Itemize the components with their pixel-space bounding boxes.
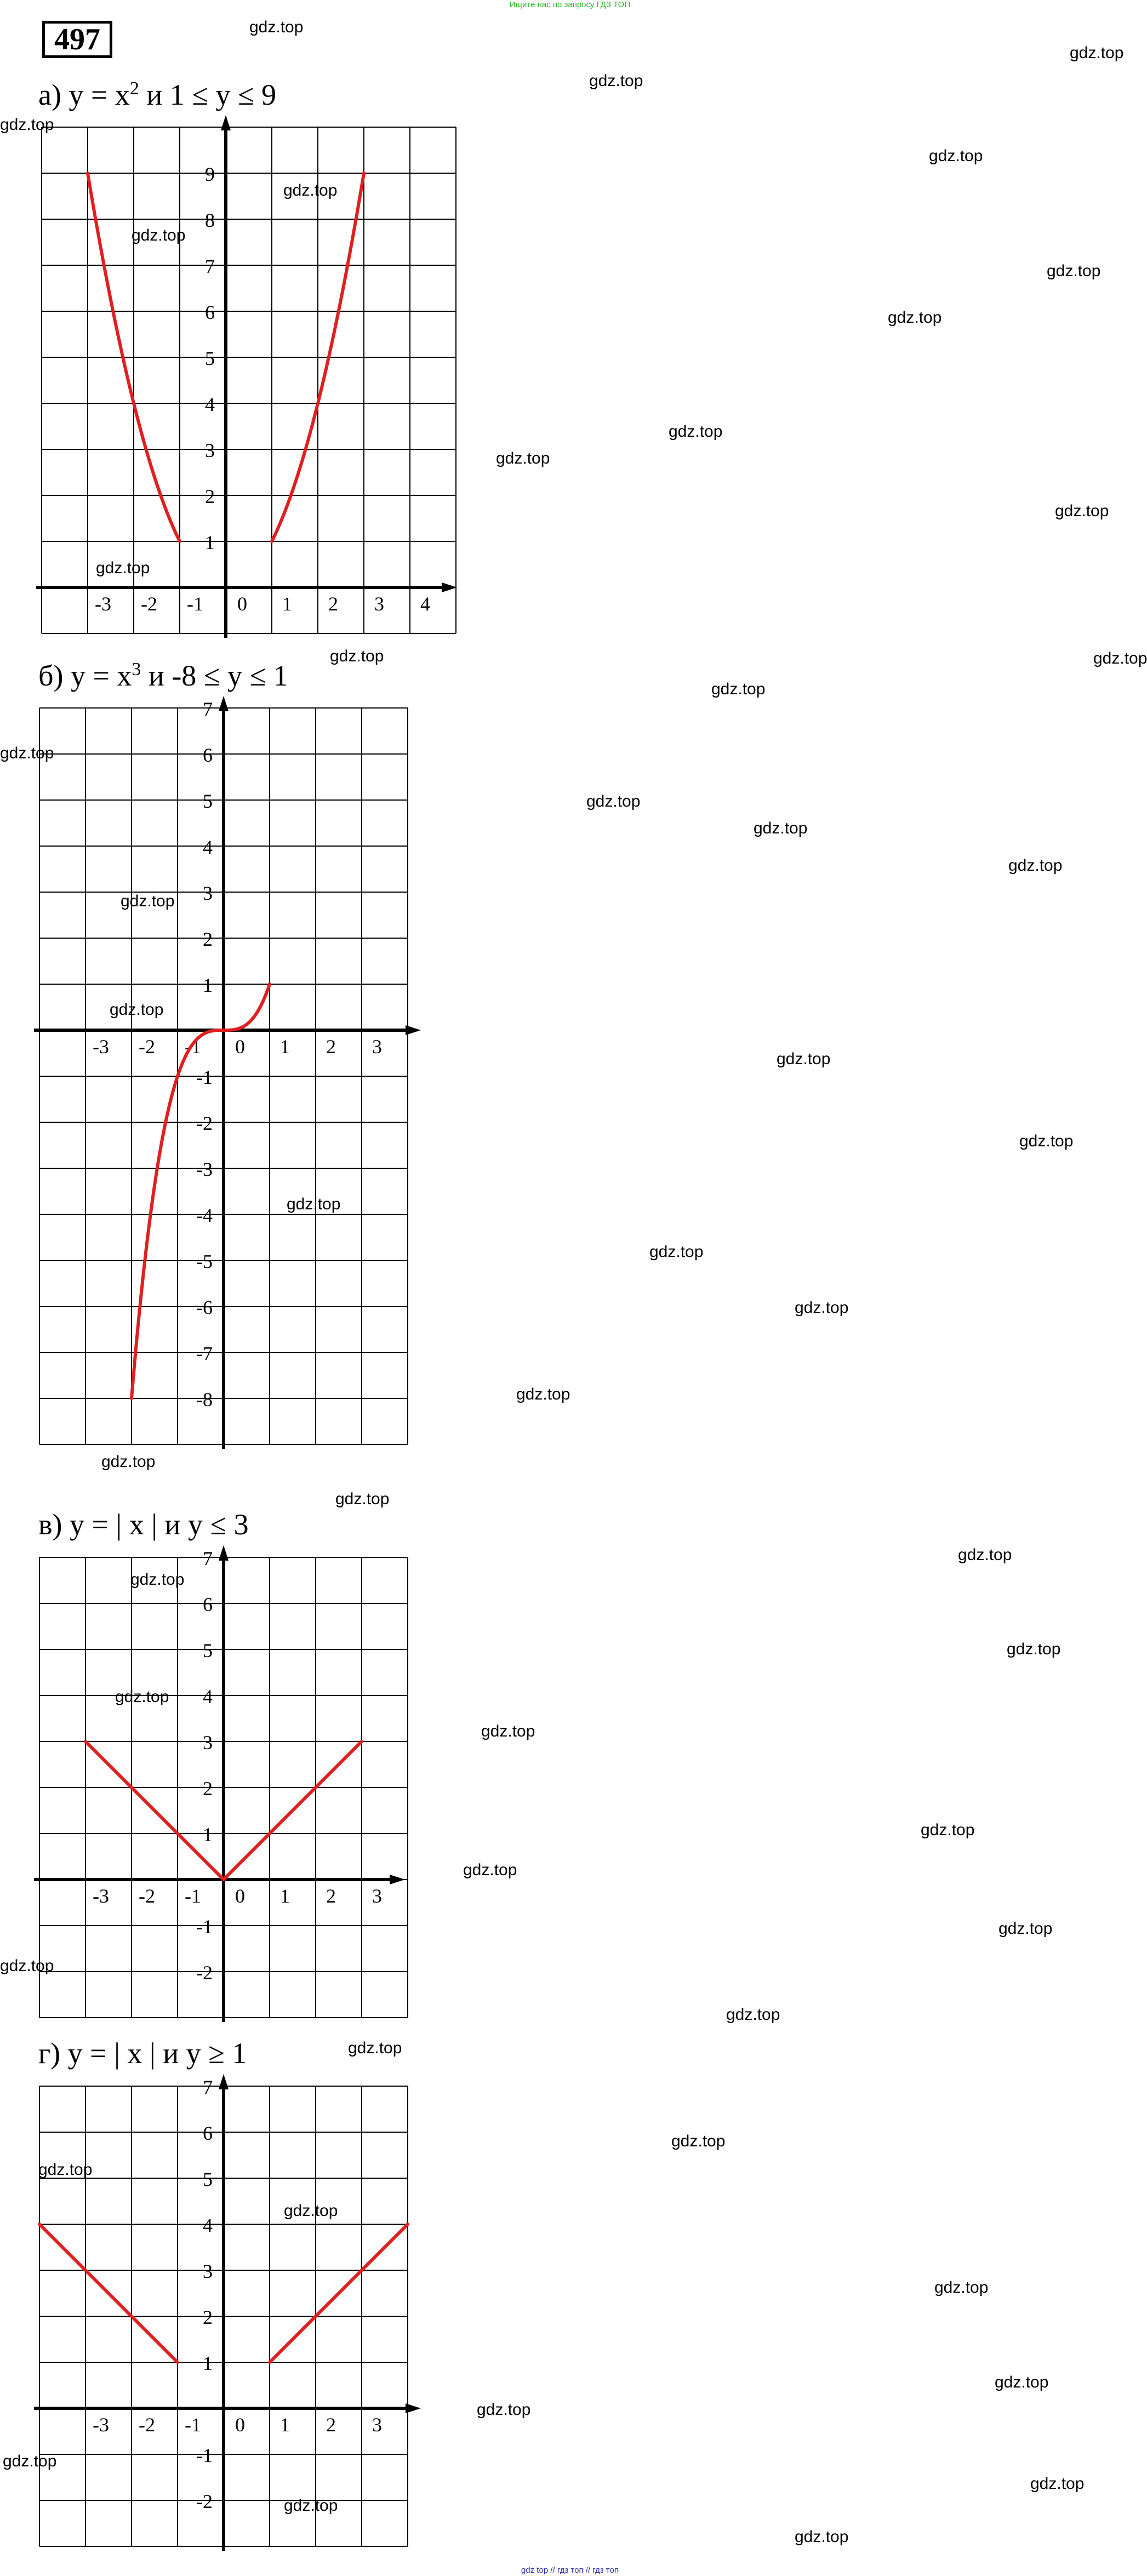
- y-tick-label: 1: [203, 2352, 213, 2374]
- watermark: gdz.top: [998, 1920, 1053, 1938]
- part-d-label-pre: г) y = | x | и y ≥ 1: [38, 2037, 247, 2070]
- y-tick-label: 2: [205, 486, 215, 507]
- watermark: gdz.top: [0, 1957, 54, 1975]
- part-a-label-pre: а) y = x: [38, 78, 130, 111]
- x-tick-label: -3: [95, 593, 111, 615]
- watermark: gdz.top: [1070, 44, 1124, 62]
- x-tick-label: -1: [185, 2414, 201, 2436]
- x-tick-label: -2: [141, 593, 157, 615]
- x-tick-label: 4: [420, 593, 430, 615]
- watermark: gdz.top: [1007, 1640, 1061, 1658]
- y-tick-label: 6: [203, 2122, 213, 2144]
- watermark: gdz.top: [463, 1861, 517, 1879]
- y-tick-label: 2: [203, 1778, 213, 1800]
- watermark: gdz.top: [1008, 856, 1063, 875]
- y-tick-label: 1: [203, 974, 213, 996]
- x-tick-label: 1: [282, 593, 292, 615]
- watermark: gdz.top: [777, 1050, 831, 1068]
- watermark: gdz.top: [283, 181, 338, 199]
- watermark: gdz.top: [481, 1722, 535, 1740]
- x-tick-label: 2: [326, 1885, 336, 1907]
- x-tick-label: 2: [328, 593, 338, 615]
- watermark: gdz.top: [335, 1490, 390, 1508]
- watermark: gdz.top: [284, 2497, 338, 2515]
- y-tick-label: 6: [203, 1593, 213, 1615]
- y-tick-label: 8: [205, 209, 215, 231]
- x-tick-label: -1: [185, 1885, 201, 1907]
- x-tick-label: -1: [185, 1036, 201, 1058]
- watermark: gdz.top: [726, 2006, 780, 2024]
- x-tick-label: 0: [235, 1885, 245, 1907]
- watermark: gdz.top: [1030, 2475, 1085, 2493]
- watermark: gdz.top: [1019, 1132, 1074, 1150]
- y-tick-label: 4: [203, 836, 213, 858]
- y-tick-label: -1: [196, 1916, 213, 1938]
- watermark: gdz.top: [477, 2401, 531, 2419]
- watermark: gdz.top: [115, 1688, 169, 1706]
- x-tick-label: 3: [372, 2414, 382, 2436]
- y-tick-label: 1: [205, 532, 215, 553]
- y-tick-label: 3: [203, 1732, 213, 1753]
- watermark: gdz.top: [795, 1299, 849, 1317]
- y-tick-label: 2: [203, 2306, 213, 2328]
- y-tick-label: -4: [196, 1204, 213, 1226]
- y-tick-label: 6: [205, 301, 215, 323]
- x-tick-label: 3: [372, 1885, 382, 1907]
- x-tick-label: -3: [93, 1885, 109, 1907]
- x-tick-label: 3: [372, 1036, 382, 1058]
- top-hint: Ищите нас по запросу ГДЗ ТОП: [509, 0, 631, 9]
- function-curve: [270, 2224, 408, 2362]
- watermark: gdz.top: [795, 2528, 849, 2546]
- watermark: gdz.top: [1055, 502, 1109, 520]
- watermark: gdz.top: [96, 559, 150, 577]
- watermark: gdz.top: [958, 1546, 1012, 1564]
- y-tick-label: -6: [196, 1296, 213, 1318]
- x-tick-label: 0: [235, 1036, 245, 1058]
- watermark: gdz.top: [589, 72, 643, 90]
- part-c-label-pre: в) y = | x | и y ≤ 3: [38, 1508, 249, 1541]
- y-tick-label: 5: [205, 347, 215, 369]
- y-tick-label: 5: [203, 1640, 213, 1661]
- y-tick-label: 5: [203, 790, 213, 812]
- problem-number: 497: [42, 21, 112, 58]
- y-tick-label: -5: [196, 1250, 213, 1272]
- x-tick-label: 3: [374, 593, 384, 615]
- watermark: gdz.top: [121, 892, 175, 910]
- y-tick-label: -1: [196, 1066, 213, 1088]
- x-tick-label: -3: [93, 2414, 109, 2436]
- x-tick-label: 1: [280, 1885, 290, 1907]
- watermark: gdz.top: [284, 2202, 338, 2220]
- part-b-label-pre: б) y = x: [38, 659, 132, 692]
- watermark: gdz.top: [130, 1570, 185, 1589]
- y-tick-label: 7: [203, 1547, 213, 1569]
- function-curve: [39, 2224, 178, 2362]
- watermark: gdz.top: [888, 309, 942, 327]
- watermark: gdz.top: [132, 226, 186, 244]
- y-tick-label: 3: [203, 882, 213, 904]
- watermark: gdz.top: [1047, 262, 1101, 280]
- x-tick-label: 0: [237, 593, 247, 615]
- watermark: gdz.top: [496, 449, 550, 467]
- y-axis-arrow: [219, 2074, 229, 2089]
- watermark: gdz.top: [1093, 649, 1147, 667]
- watermark: gdz.top: [0, 116, 54, 134]
- x-tick-label: 2: [326, 1036, 336, 1058]
- y-tick-label: 7: [205, 255, 215, 277]
- y-tick-label: 7: [203, 2076, 213, 2098]
- y-tick-label: 1: [203, 1824, 213, 1846]
- watermark: gdz.top: [3, 2452, 57, 2470]
- watermark: gdz.top: [929, 147, 983, 165]
- footer-note: gdz top // гдз топ // гдз топ: [521, 2566, 619, 2575]
- watermark: gdz.top: [249, 18, 304, 36]
- x-tick-label: 0: [235, 2414, 245, 2436]
- part-a-label-sup: 2: [129, 78, 139, 99]
- y-tick-label: -7: [196, 1343, 213, 1364]
- watermark: gdz.top: [330, 647, 384, 665]
- x-axis-arrow: [406, 2403, 421, 2413]
- y-tick-label: -2: [196, 1112, 213, 1134]
- watermark: gdz.top: [110, 1001, 164, 1019]
- watermark: gdz.top: [711, 680, 766, 698]
- watermark: gdz.top: [921, 1821, 975, 1839]
- y-tick-label: -1: [196, 2444, 213, 2466]
- watermark: gdz.top: [516, 1385, 570, 1403]
- y-tick-label: 2: [203, 928, 213, 950]
- y-tick-label: -8: [196, 1389, 213, 1410]
- y-tick-label: 5: [203, 2168, 213, 2190]
- y-tick-label: -2: [196, 2491, 213, 2512]
- part-b-label-post: и -8 ≤ y ≤ 1: [141, 659, 288, 692]
- watermark: gdz.top: [649, 1243, 704, 1261]
- x-tick-label: -2: [139, 2414, 155, 2436]
- x-tick-label: 1: [280, 1036, 290, 1058]
- x-tick-label: -2: [139, 1036, 155, 1058]
- x-tick-label: 2: [326, 2414, 336, 2436]
- watermark: gdz.top: [38, 2161, 93, 2179]
- x-tick-label: -1: [187, 593, 203, 615]
- watermark: gdz.top: [287, 1195, 341, 1213]
- x-tick-label: 1: [280, 2414, 290, 2436]
- watermark: gdz.top: [671, 2132, 726, 2150]
- watermark: gdz.top: [934, 2278, 989, 2297]
- watermark: gdz.top: [754, 819, 808, 837]
- watermark: gdz.top: [101, 1453, 156, 1471]
- part-a-label-post: и 1 ≤ y ≤ 9: [139, 78, 277, 111]
- x-tick-label: -2: [139, 1885, 155, 1907]
- y-tick-label: 3: [205, 439, 215, 461]
- y-tick-label: 9: [205, 163, 215, 185]
- y-tick-label: 4: [205, 393, 215, 415]
- part-b-label-sup: 3: [132, 659, 141, 679]
- watermark: gdz.top: [669, 422, 723, 441]
- watermark: gdz.top: [995, 2373, 1049, 2391]
- y-tick-label: -2: [196, 1962, 213, 1984]
- y-tick-label: 4: [203, 2214, 213, 2236]
- y-tick-label: 7: [203, 698, 213, 720]
- watermark: gdz.top: [0, 744, 54, 762]
- y-tick-label: 4: [203, 1686, 213, 1707]
- watermark: gdz.top: [348, 2039, 402, 2057]
- x-tick-label: -3: [93, 1036, 109, 1058]
- watermark: gdz.top: [586, 792, 641, 810]
- y-tick-label: -3: [196, 1158, 213, 1180]
- y-tick-label: 6: [203, 744, 213, 766]
- y-tick-label: 3: [203, 2260, 213, 2282]
